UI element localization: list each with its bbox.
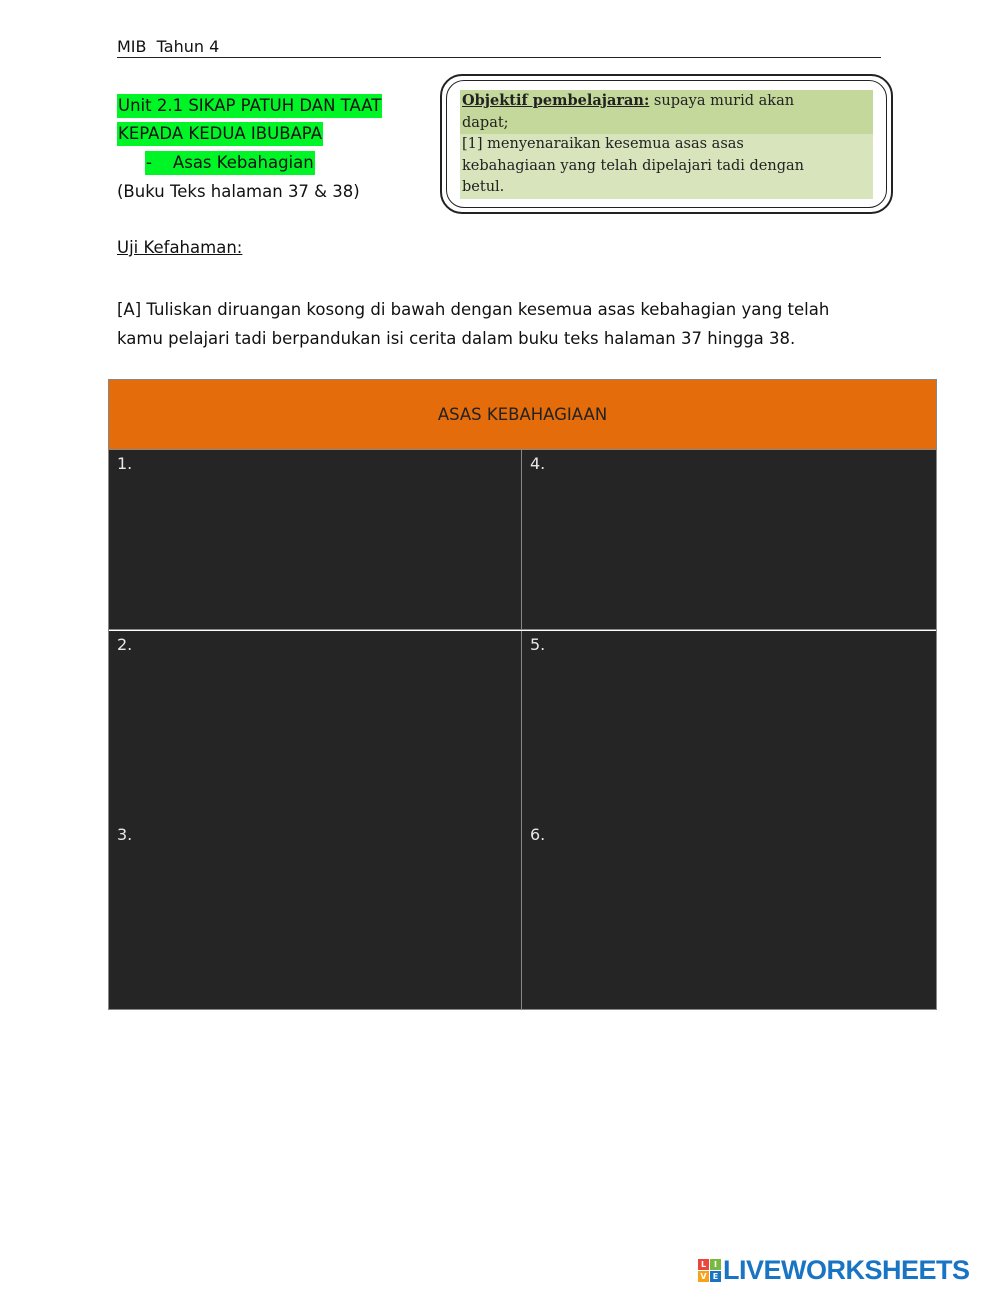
- answer-cell-5[interactable]: 5.: [522, 631, 936, 821]
- objective-line-3: [1] menyenaraikan kesemua asas asas: [460, 134, 873, 156]
- answer-table: [108, 379, 937, 1010]
- table-header: ASAS KEBAHAGIAAN: [109, 380, 936, 450]
- unit-title-line-1: [117, 94, 382, 118]
- logo-block-v: V: [698, 1271, 709, 1282]
- objective-line-5: betul.: [460, 177, 873, 199]
- answer-cell-4[interactable]: 4.: [522, 450, 936, 630]
- liveworksheets-logo[interactable]: [698, 1255, 970, 1285]
- answer-cell-1[interactable]: 1.: [109, 450, 522, 630]
- page-header: [117, 36, 881, 58]
- objective-line-2: dapat;: [460, 113, 873, 135]
- objective-title: Objektif pembelajaran:: [462, 92, 650, 109]
- objective-line-1-rest: supaya murid akan: [649, 93, 795, 109]
- answer-cell-6[interactable]: 6.: [522, 821, 936, 1009]
- logo-block-e: E: [710, 1271, 721, 1282]
- logo-block-l: L: [698, 1259, 709, 1270]
- instruction-text: [A] Tuliskan diruangan kosong di bawah dengan kesemua asas kebahagian yang telah kamu pelajari tadi berpandukan isi cerita dalam buku teks halaman 37 hingga 38.: [117, 300, 830, 348]
- unit-title-highlight-1: Unit 2.1 SIKAP PATUH DAN TAAT: [117, 94, 382, 118]
- objective-text: [460, 90, 873, 199]
- unit-subtitle-highlight: - Asas Kebahagian: [145, 151, 315, 175]
- logo-blocks-icon: [698, 1259, 721, 1282]
- unit-subtitle: [145, 151, 315, 175]
- answer-cell-3[interactable]: 3.: [109, 821, 522, 1009]
- logo-text: LIVEWORKSHEETS: [723, 1254, 970, 1285]
- objective-line-1: [460, 90, 873, 113]
- textbook-reference: (Buku Teks halaman 37 & 38): [117, 182, 360, 201]
- answer-cell-2[interactable]: 2.: [109, 631, 522, 821]
- logo-block-i: I: [710, 1259, 721, 1270]
- objective-line-4: kebahagiaan yang telah dipelajari tadi dengan: [460, 156, 873, 178]
- unit-title-highlight-2: KEPADA KEDUA IBUBAPA: [117, 122, 323, 146]
- header-text: MIB Tahun 4: [117, 37, 220, 56]
- unit-title-line-2: [117, 122, 323, 146]
- section-title: Uji Kefahaman:: [117, 238, 243, 257]
